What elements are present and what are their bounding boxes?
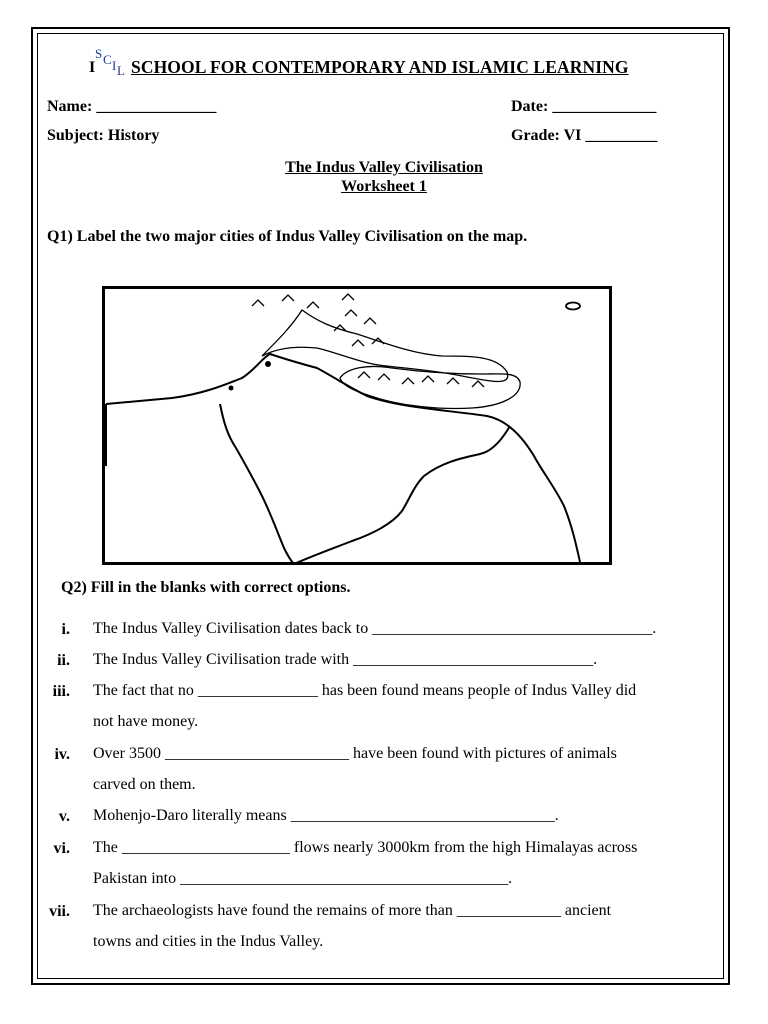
item-numeral: vi. — [53, 840, 70, 857]
item-numeral: v. — [58, 808, 70, 825]
fill-blank-item-line[interactable]: Pakistan into _________________________________________. — [93, 870, 513, 887]
question-2: Q2) Fill in the blanks with correct options. — [61, 579, 351, 596]
item-numeral: i. — [61, 621, 70, 638]
fill-blank-item-line[interactable]: The Indus Valley Civilisation trade with ______________________________. — [93, 651, 598, 668]
worksheet-title: The Indus Valley Civilisation — [285, 159, 483, 176]
item-numeral: iii. — [52, 683, 70, 700]
fill-blank-item-line[interactable]: Mohenjo-Daro literally means _________________________________. — [93, 807, 559, 824]
fill-blank-item-line[interactable]: The fact that no _______________ has been found means people of Indus Valley did — [93, 682, 637, 699]
fill-blank-item-line[interactable]: The _____________________ flows nearly 3000km from the high Himalayas across — [93, 839, 638, 856]
svg-text:C: C — [103, 52, 112, 67]
svg-text:I: I — [89, 59, 96, 76]
date-field[interactable]: Date: _____________ — [511, 98, 657, 115]
fill-blank-item-line[interactable]: not have money. — [93, 713, 199, 730]
school-logo — [88, 42, 128, 78]
fill-blank-item-line[interactable]: Over 3500 _______________________ have been found with pictures of animals — [93, 745, 617, 762]
fill-blank-item-line[interactable]: carved on them. — [93, 776, 196, 793]
item-numeral: vii. — [49, 903, 70, 920]
fill-blank-item-line[interactable]: The Indus Valley Civilisation dates back to ___________________________________. — [93, 620, 657, 637]
city-dot-1 — [265, 361, 271, 367]
name-field[interactable]: Name: _______________ — [47, 98, 217, 115]
item-numeral: ii. — [57, 652, 70, 669]
school-name: SCHOOL FOR CONTEMPORARY AND ISLAMIC LEARNING — [131, 57, 629, 77]
item-numeral: iv. — [54, 746, 70, 763]
grade-field[interactable]: Grade: VI _________ — [511, 127, 658, 144]
worksheet-subtitle: Worksheet 1 — [341, 178, 427, 195]
fill-blank-item-line[interactable]: towns and cities in the Indus Valley. — [93, 933, 324, 950]
indus-valley-map — [102, 286, 612, 565]
city-dot-2 — [229, 386, 234, 391]
subject-field: Subject: History — [47, 127, 160, 144]
question-1: Q1) Label the two major cities of Indus Valley Civilisation on the map. — [47, 228, 528, 245]
svg-text:I: I — [112, 58, 117, 73]
svg-text:L: L — [117, 63, 125, 78]
svg-text:S: S — [95, 46, 103, 61]
fill-blank-item-line[interactable]: The archaeologists have found the remains of more than _____________ ancient — [93, 902, 612, 919]
